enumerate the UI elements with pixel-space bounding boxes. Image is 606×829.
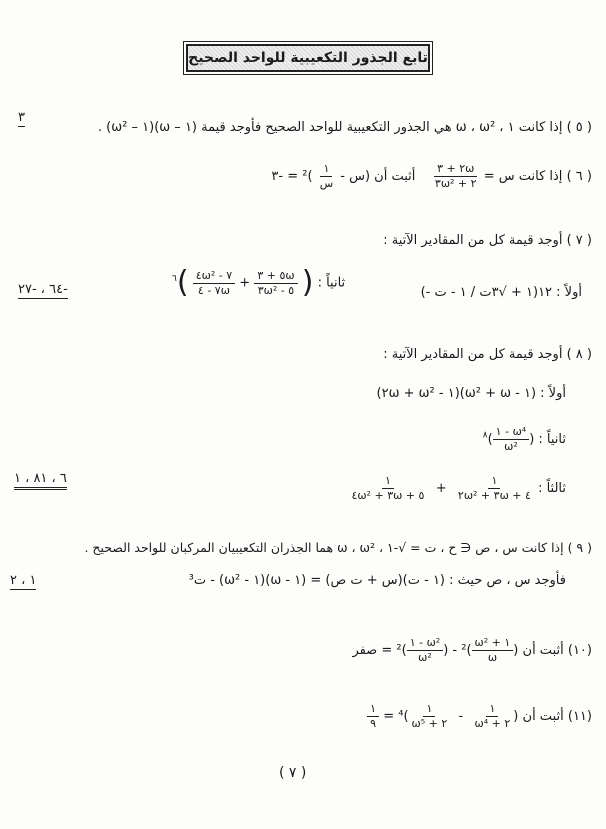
q7-part1 — [421, 285, 582, 300]
q10-a-num: ١ + ω² — [472, 637, 514, 651]
q7-answer: -٦٤ ، -٢٧ — [18, 282, 68, 297]
q10-prefix: أثبت أن — [522, 643, 564, 658]
q10-suffix: = صفر — [352, 643, 393, 658]
q8-part3-frac-b — [348, 475, 427, 502]
question-11: (١١) أثبت أن ( $\frac{١}{\text{٢ + ω⁴}}$ - $\frac{١}{\text{٢ + ω⁵}}$ )⁴ = $\frac{١}{٩}$ — [367, 703, 592, 730]
q7-part2-b-num: ٧ - ٤ω² — [193, 270, 235, 284]
q7-part2: ثانياً : ( $\frac{٥\omega + ٣}{\text{٥ - ٣ω²}}$ + $\frac{\text{٧ - ٤ω²}}{٧\omega - ٤}$ )$^٦$ — [172, 265, 346, 300]
q9-line2: فأوجد س ، ص حيث : (١ - ت)(س + ت ص) = (١ - ω)(١ - ω²) - ت³ — [188, 573, 566, 588]
q5-answer: ٣ — [18, 110, 25, 125]
q11-frac-b — [409, 703, 451, 730]
q11-result-num: ١ — [367, 703, 379, 717]
q8-part1-label: أولاً : — [540, 386, 566, 401]
q10-frac-a — [472, 637, 514, 664]
q6-suffix: )² = -٣ — [271, 169, 313, 184]
q11-number: (١١) — [567, 709, 592, 724]
q6-frac-num: ٢ω + ٣ — [434, 163, 477, 177]
q8-number: ( ٨ ) — [566, 347, 592, 362]
question-7 — [383, 233, 592, 248]
q6-inverse — [317, 163, 336, 190]
q8-part3-label: ثالثاً : — [538, 481, 566, 496]
q8-part3-b-num: ١ — [382, 475, 394, 489]
q8-part3-b-den: ٥ + ٣ω + ٤ω² — [351, 489, 425, 502]
q9-answer: ١ ، ٢ — [10, 573, 37, 588]
q6-middle: أثبت أن (س - — [340, 169, 416, 184]
q10-frac-b — [407, 637, 444, 664]
q5-number: ( ٥ ) — [566, 120, 592, 135]
page-number: ( ٧ ) — [279, 765, 307, 781]
q6-inv-num: ١ — [320, 163, 332, 177]
q8-part3: ثالثاً : $\frac{١}{\text{٤ + ٣ω + ٢ω²}}$ + $\frac{١}{\text{٥ + ٣ω + ٤ω²}}$ — [348, 475, 566, 502]
q10-number: (١٠) — [567, 643, 592, 658]
q7-part2-a-den: ٥ - ٣ω² — [257, 283, 295, 297]
q7-number: ( ٧ ) — [566, 233, 592, 248]
q7-part1-label: أولاً : — [556, 285, 582, 300]
q7-part1-expr: (- ١ + √٣ت / ١ - ت)١٢ — [420, 285, 553, 300]
q8-text: أوجد قيمة كل من المقادير الآتية : — [383, 347, 563, 362]
q11-prefix: أثبت أن — [522, 709, 564, 724]
q7-part2-frac-b — [193, 270, 235, 297]
q8-part1 — [377, 386, 566, 401]
q8-part3-frac-a — [455, 475, 534, 502]
q6-prefix: إذا كانت س = — [483, 169, 563, 184]
question-8 — [383, 347, 592, 362]
question-5 — [98, 120, 592, 135]
page-title — [186, 44, 430, 72]
q8-part2-power: ٨ — [482, 430, 488, 441]
q7-part2-label: ثانياً : — [317, 275, 346, 291]
q7-part2-b-den: ٧ω - ٤ — [197, 283, 230, 297]
q11-b-den: ٢ + ω⁵ — [411, 717, 448, 730]
q8-answer: ٦ ، ٨١ ، ١ — [14, 471, 67, 490]
question-10: (١٠) أثبت أن ( $\frac{\text{١ + ω²}}{\omega}$ )² - ( $\frac{\text{ω² - ١}}{\text{ω²}}$ )² = صفر — [352, 636, 592, 664]
q10-a-den: ω — [487, 651, 498, 664]
q7-text: أوجد قيمة كل من المقادير الآتية : — [383, 233, 563, 248]
q9-line1: إذا كانت س ، ص ∈ ح ، ت = √-١ ، ω ، ω² هما الجذران التكعيبيان المركبان للواحد الصحيح . — [84, 540, 564, 555]
q11-a-den: ٢ + ω⁴ — [474, 717, 511, 730]
q8-part2-label: ثانياً : — [538, 432, 566, 447]
q10-b-den: ω² — [418, 651, 432, 664]
q5-text: إذا كانت ١ ، ω ، ω² هي الجذور التكعيبية للواحد الصحيح فأوجد قيمة (١ – ω)(١ – ω²) . — [97, 120, 563, 135]
q6-inv-den: س — [319, 177, 334, 190]
q11-result-den: ٩ — [370, 717, 377, 730]
q11-b-num: ١ — [423, 703, 435, 717]
q6-frac-den: ٢ + ٣ω² — [434, 177, 477, 190]
q11-result — [367, 703, 379, 730]
q8-part2-den: ω² — [504, 440, 518, 453]
q7-part2-a-num: ٥ω + ٣ — [254, 270, 297, 284]
q7-part2-power: ٦ — [172, 274, 177, 285]
q6-fraction — [432, 163, 480, 190]
q9-number: ( ٩ ) — [567, 540, 592, 555]
question-6 — [271, 163, 592, 190]
q7-part2-frac-a — [254, 270, 297, 297]
q11-a-num: ١ — [486, 703, 498, 717]
q8-part3-a-den: ٤ + ٣ω + ٢ω² — [457, 489, 531, 502]
question-9 — [84, 540, 592, 555]
q8-part2-frac — [493, 426, 530, 453]
q10-b-num: ω² - ١ — [407, 637, 444, 651]
q8-part3-a-num: ١ — [488, 475, 500, 489]
q8-part1-expr: (١ - ω² + ω)(١ - ٢ω + ω²) — [376, 386, 537, 401]
q6-number: ( ٦ ) — [566, 169, 592, 184]
q8-part2: ثانياً : ( $\frac{\text{ω⁴ - ١}}{\text{ω²}}$ )$^٨$ — [482, 425, 566, 453]
page-title-text: تابع الجذور التكعيبية للواحد الصحيح — [188, 50, 428, 66]
q11-frac-a — [472, 703, 514, 730]
q11-suffix: = — [383, 709, 395, 724]
q8-part2-num: ω⁴ - ١ — [493, 426, 530, 440]
